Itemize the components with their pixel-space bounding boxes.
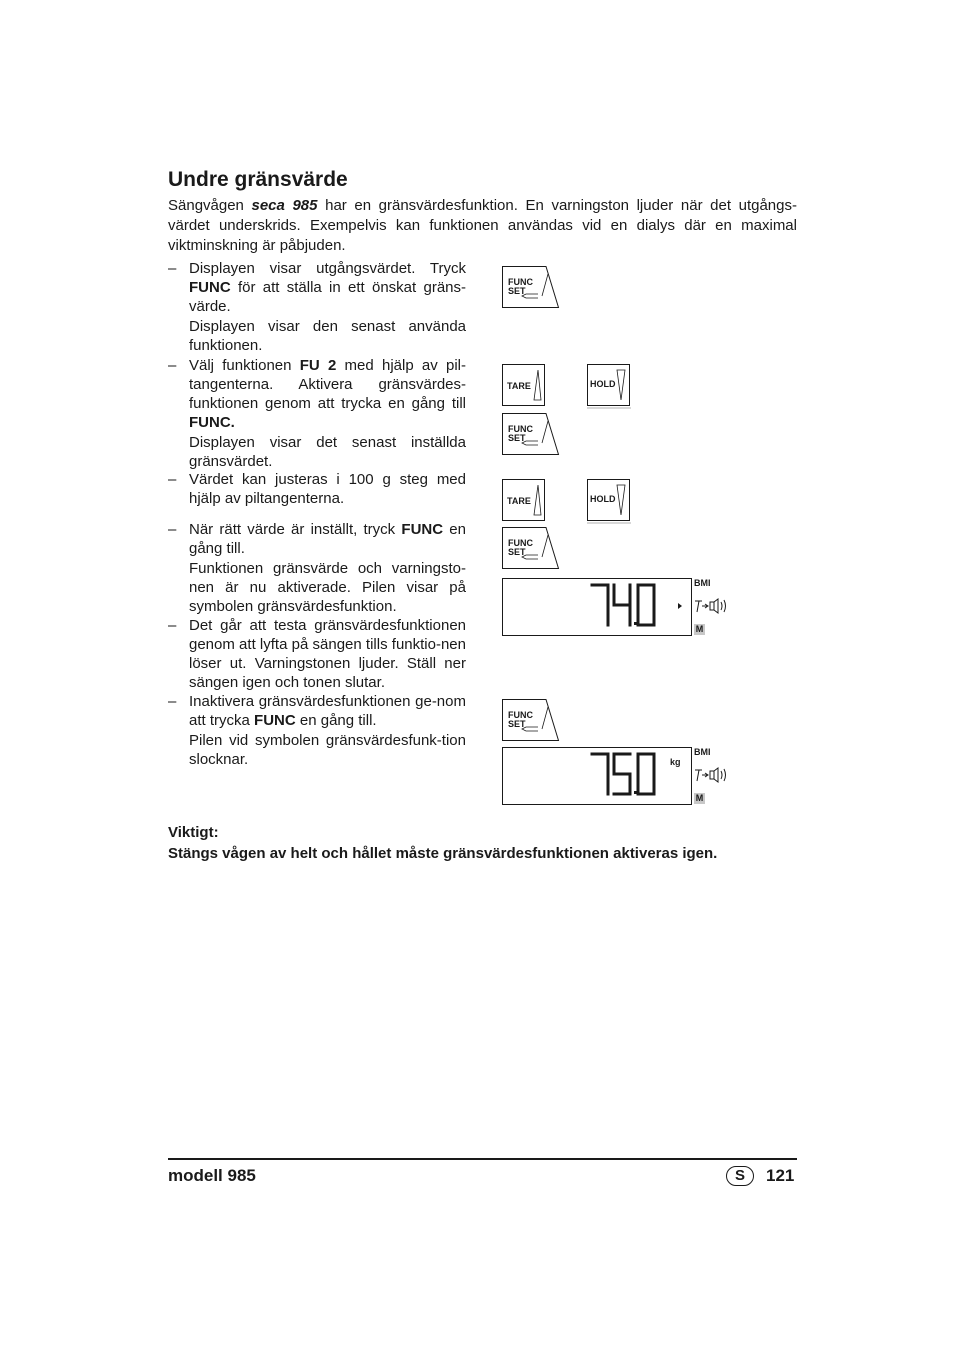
step-1-text: Displayen visar utgångsvärdet. Tryck FUNC för att ställa in ett önskat gräns-värde. (189, 260, 466, 315)
page-number: 121 (766, 1166, 795, 1185)
set-key-label: SET (508, 433, 526, 443)
func-key-label: FUNC (508, 538, 533, 548)
step-2 (168, 356, 466, 472)
limit-alarm-icon (694, 767, 730, 783)
intro-pre: Sängvågen (168, 197, 252, 214)
func-set-key (502, 527, 559, 569)
important-heading: Viktigt: (168, 824, 219, 841)
page-title: Undre gränsvärde (168, 168, 348, 191)
step-2-note: Displayen visar det senast inställda gränsvärdet. (189, 434, 466, 470)
limit-arrow-indicator (678, 603, 682, 609)
step-4-note: Funktionen gränsvärde och varningsto-nen är nu aktiverade. Pilen visar på symbolen gränsvärdesfunktion. (189, 560, 466, 615)
footer-model: modell 985 (168, 1166, 256, 1185)
step-3 (168, 470, 466, 509)
func-set-key (502, 266, 559, 308)
step-5-text: Det går att testa gränsvärdesfunktionen genom att lyfta på sängen tills funktio-nen löser ut. Varningstonen ljuder. Ställ ner sängen igen och tonen slutar. (189, 617, 466, 691)
list-dash: – (168, 357, 177, 374)
unit-label: kg (670, 757, 681, 767)
display-digits (590, 751, 670, 797)
set-key-label: SET (508, 719, 526, 729)
important-text: Stängs vågen av helt och hållet måste gränsvärdesfunktionen aktiveras igen. (168, 845, 718, 862)
hold-key-label: HOLD (590, 379, 616, 389)
step-3-text: Värdet kan justeras i 100 g steg med hjälp av piltangenterna. (189, 471, 466, 507)
func-set-key (502, 699, 559, 741)
step-4-text: När rätt värde är inställt, tryck FUNC en gång till. (189, 521, 466, 557)
list-dash: – (168, 617, 177, 634)
func-keyword: FUNC (254, 712, 296, 729)
tare-key (502, 479, 559, 521)
hold-key-label: HOLD (590, 494, 616, 504)
tare-key-label: TARE (507, 496, 531, 506)
bmi-label: BMI (694, 747, 711, 757)
func-key-label: FUNC (508, 710, 533, 720)
memory-indicator: M (695, 793, 704, 803)
product-name: seca 985 (251, 197, 318, 214)
set-key-label: SET (508, 547, 526, 557)
step-1-note: Displayen visar den senast använda funktionen. (189, 318, 466, 354)
bmi-label: BMI (694, 578, 711, 588)
step-5 (168, 616, 466, 693)
list-dash: – (168, 471, 177, 488)
set-key-label: SET (508, 286, 526, 296)
step-2-text: Välj funktionen FU 2 med hjälp av pil-tangenterna. Aktivera gränsvärdes-funktionen genom att trycka en gång till FUNC. (189, 357, 466, 431)
func-keyword: FUNC (401, 521, 444, 538)
step-6-text: Inaktivera gränsvärdesfunktionen ge-nom att trycka FUNC en gång till. (189, 693, 466, 729)
intro-paragraph (168, 196, 797, 256)
step-4 (168, 520, 466, 617)
language-badge: S (726, 1166, 754, 1186)
memory-indicator: M (695, 624, 704, 634)
step-6 (168, 692, 466, 770)
list-dash: – (168, 260, 177, 277)
step-1 (168, 259, 466, 356)
footer-rule (168, 1158, 797, 1160)
list-dash: – (168, 693, 177, 710)
fu2-keyword: FU 2 (299, 357, 337, 374)
func-keyword: FUNC. (189, 414, 235, 431)
display-digits (590, 582, 670, 628)
tare-key-label: TARE (507, 381, 531, 391)
func-keyword: FUNC (189, 279, 231, 296)
hold-key (587, 364, 644, 406)
func-key-label: FUNC (508, 424, 533, 434)
important-note (168, 823, 717, 865)
tare-key (502, 364, 559, 406)
list-dash: – (168, 521, 177, 538)
func-key-label: FUNC (508, 277, 533, 287)
hold-key (587, 479, 644, 521)
limit-alarm-icon (694, 598, 730, 614)
step-6-note: Pilen vid symbolen gränsvärdesfunk-tion slocknar. (189, 732, 466, 768)
intro-post: har en gränsvärdesfunktion. En varningston ljuder när det utgångs-värdet underskrids. Exempelvis kan funktionen användas vid en dialys där en maximal viktminskning är påbjuden. (168, 197, 797, 254)
func-set-key (502, 413, 559, 455)
